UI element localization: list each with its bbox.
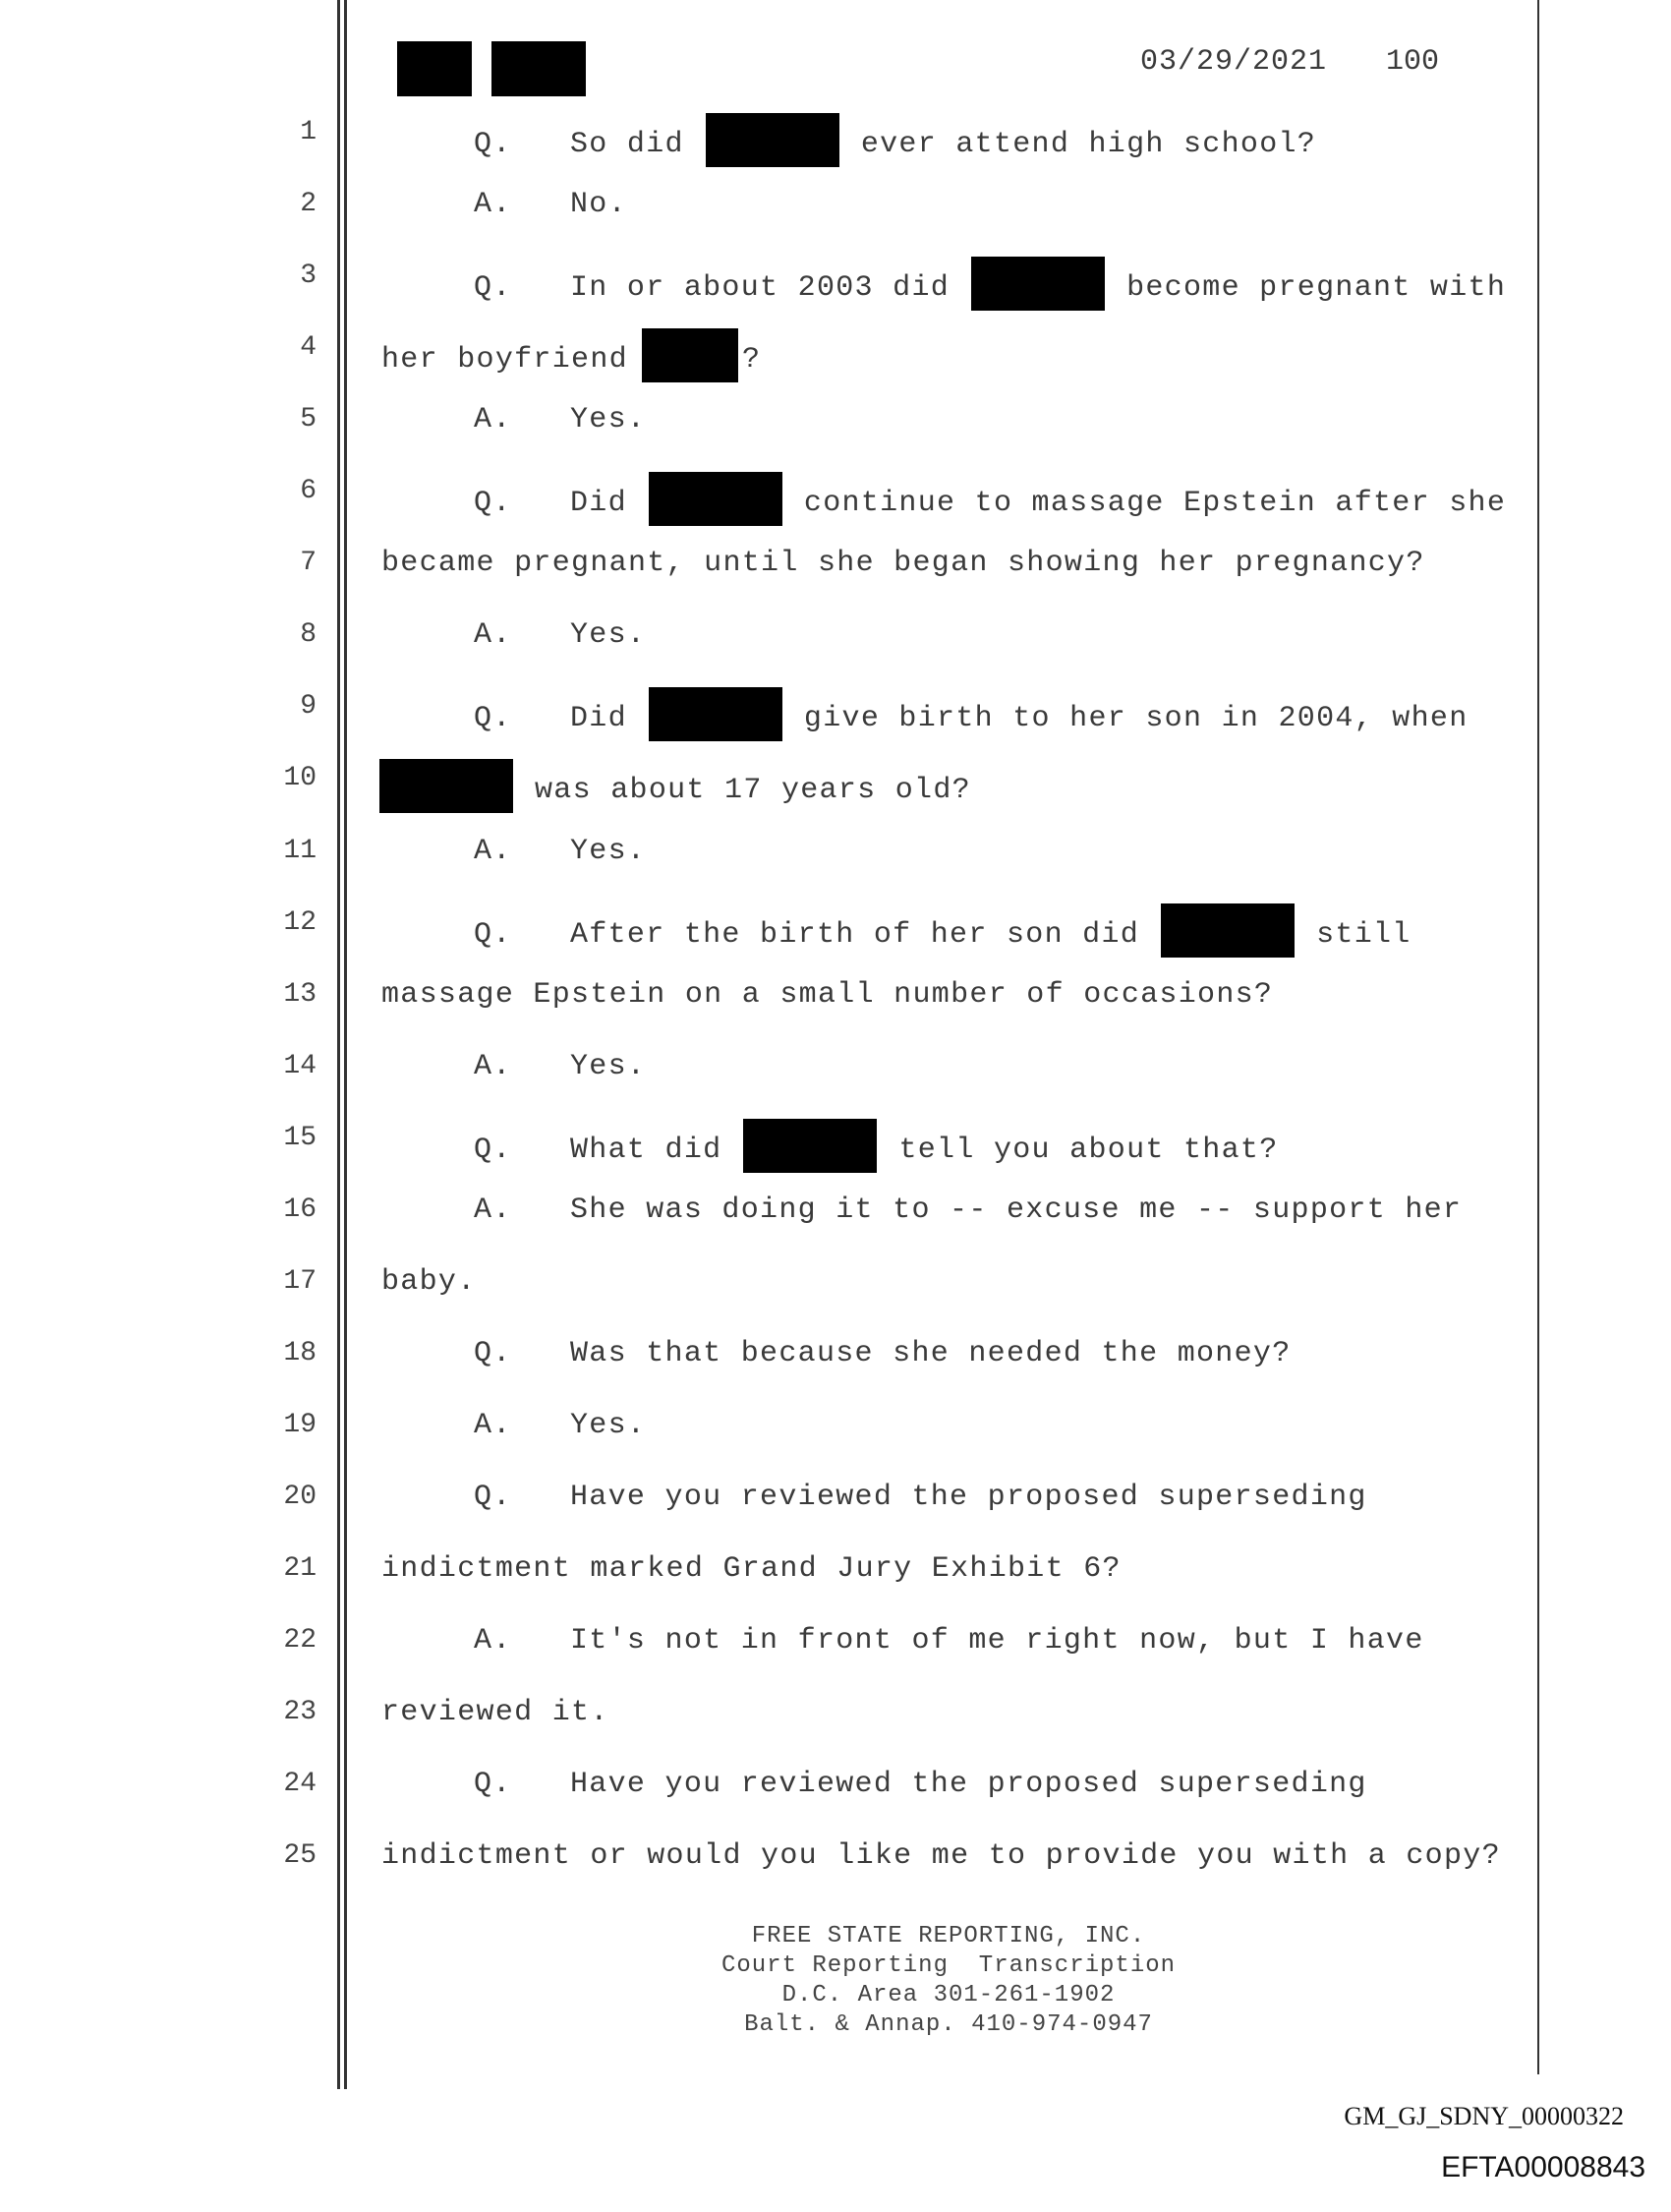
transcript-line [0, 1765, 1671, 1836]
line-number: 17 [283, 1265, 317, 1297]
line-content: massage Epstein on a small number of occasions? [381, 977, 1274, 1012]
transcript-line [0, 1693, 1671, 1765]
line-text [474, 687, 1469, 741]
answer-marker: A. [474, 1624, 512, 1659]
line-text [474, 1334, 1292, 1373]
line-number: 3 [300, 261, 317, 292]
line-text [379, 759, 971, 813]
text-after-redaction: give birth to her son in 2004, when [803, 702, 1469, 736]
text-before-redaction: So did [570, 128, 684, 161]
answer-marker: A. [474, 1193, 512, 1227]
question-marker: Q. [474, 1133, 512, 1167]
line-text [474, 1765, 1367, 1804]
transcript-line [0, 1621, 1671, 1693]
text-before-redaction: Did [570, 487, 627, 521]
line-number: 13 [283, 978, 317, 1010]
transcript-line [0, 1262, 1671, 1334]
text-after-redaction: was about 17 years old? [535, 774, 971, 808]
question-marker: Q. [474, 1336, 512, 1370]
line-text [381, 328, 761, 382]
question-marker: Q. [474, 702, 512, 736]
line-text [381, 1693, 609, 1732]
line-number: 16 [283, 1193, 317, 1225]
text-after-redaction: become pregnant with [1126, 271, 1507, 306]
line-text [381, 1836, 1501, 1876]
line-text [474, 1621, 1424, 1660]
question-marker: Q. [474, 128, 512, 161]
redaction-block [649, 687, 782, 741]
line-number: 15 [283, 1122, 317, 1153]
line-number: 7 [300, 548, 317, 579]
redaction-block [1161, 903, 1295, 958]
redaction-block [649, 472, 782, 526]
line-content: She was doing it to -- excuse me -- support her [570, 1193, 1463, 1227]
line-content: Yes. [570, 1049, 647, 1083]
line-text [474, 615, 646, 655]
line-content: No. [570, 188, 627, 222]
transcript-line [0, 1119, 1671, 1191]
question-marker: Q. [474, 1480, 512, 1514]
line-number: 19 [283, 1409, 317, 1440]
line-content: indictment or would you like me to provide you with a copy? [381, 1839, 1501, 1874]
line-number: 18 [283, 1337, 317, 1368]
line-number: 22 [283, 1625, 317, 1657]
transcript-line [0, 328, 1671, 400]
line-number: 21 [283, 1553, 317, 1584]
line-number: 1 [300, 117, 317, 147]
line-content: reviewed it. [381, 1696, 609, 1730]
transcript-line [0, 472, 1671, 544]
line-number: 23 [283, 1697, 317, 1728]
line-content: Yes. [570, 618, 647, 653]
line-content: Was that because she needed the money? [570, 1336, 1292, 1370]
transcript-line [0, 975, 1671, 1047]
reporter-services: Court Reporting Transcription [720, 1952, 1177, 1979]
line-text [474, 400, 646, 439]
transcript-line [0, 1549, 1671, 1621]
line-number: 24 [283, 1769, 317, 1800]
text-before-redaction: In or about 2003 did [570, 271, 951, 306]
transcript-line [0, 1478, 1671, 1549]
redaction-block [743, 1119, 877, 1173]
answer-marker: A. [474, 403, 512, 437]
redaction-block [642, 328, 738, 382]
line-number: 20 [283, 1481, 317, 1512]
answer-marker: A. [474, 618, 512, 653]
line-text [381, 1262, 477, 1302]
line-text [474, 1406, 646, 1445]
line-number: 25 [283, 1840, 317, 1872]
line-number: 11 [283, 835, 317, 866]
text-after-redaction: ever attend high school? [860, 128, 1317, 161]
line-content: became pregnant, until she began showing her pregnancy? [381, 547, 1425, 581]
transcript-line [0, 257, 1671, 328]
transcript-line [0, 615, 1671, 687]
line-text [474, 185, 627, 224]
line-number: 4 [300, 332, 317, 364]
text-before-redaction: What did [570, 1133, 722, 1167]
text-after-redaction: tell you about that? [898, 1133, 1279, 1167]
question-marker: Q. [474, 271, 512, 306]
line-content: Yes. [570, 403, 647, 437]
line-content: indictment marked Grand Jury Exhibit 6? [381, 1552, 1122, 1586]
answer-marker: A. [474, 188, 512, 222]
line-text [381, 975, 1273, 1015]
header-redaction-block [397, 41, 472, 96]
line-text [381, 544, 1425, 583]
text-before-redaction: After the birth of her son did [570, 917, 1140, 952]
line-number: 10 [283, 763, 317, 794]
line-content: Yes. [570, 1408, 647, 1442]
line-text [474, 903, 1412, 958]
question-marker: Q. [474, 1768, 512, 1802]
line-text [474, 472, 1506, 526]
line-number: 6 [300, 476, 317, 507]
line-text [474, 1047, 646, 1086]
efta-number: EFTA00008843 [1441, 2151, 1645, 2183]
header-redaction-block [491, 41, 586, 96]
transcript-line [0, 1406, 1671, 1478]
line-text [474, 1119, 1279, 1173]
transcript-line [0, 759, 1671, 831]
line-content: Yes. [570, 834, 647, 868]
line-text [474, 257, 1506, 311]
transcript-line [0, 903, 1671, 975]
transcript-line [0, 544, 1671, 615]
transcript-line [0, 1047, 1671, 1119]
page-number: 100 [1386, 45, 1440, 79]
text-after-redaction: still [1316, 917, 1412, 952]
line-content: Have you reviewed the proposed superseding [570, 1768, 1367, 1802]
line-number: 12 [283, 906, 317, 938]
line-content: baby. [381, 1264, 477, 1299]
question-marker: Q. [474, 487, 512, 521]
text-before-redaction: her boyfriend [381, 343, 628, 378]
line-number: 9 [300, 691, 317, 723]
line-number: 2 [300, 189, 317, 220]
transcript-line [0, 185, 1671, 257]
answer-marker: A. [474, 1049, 512, 1083]
bates-number: GM_GJ_SDNY_00000322 [1344, 2102, 1624, 2130]
reporter-phone-baltimore: Balt. & Annap. 410-974-0947 [744, 2011, 1153, 2038]
question-marker: Q. [474, 917, 512, 952]
reporter-phone-dc: D.C. Area 301-261-1902 [781, 1982, 1116, 2008]
transcript-line [0, 1334, 1671, 1406]
line-text [474, 1191, 1462, 1230]
line-number: 5 [300, 404, 317, 436]
transcript-line [0, 400, 1671, 472]
line-number: 8 [300, 619, 317, 651]
text-after-redaction: ? [741, 343, 762, 378]
line-number: 14 [283, 1050, 317, 1081]
line-content: Have you reviewed the proposed superseding [570, 1480, 1367, 1514]
redaction-block [971, 257, 1105, 311]
line-text [381, 1549, 1122, 1589]
line-text [474, 1478, 1367, 1517]
redaction-block [379, 759, 513, 813]
transcript-date: 03/29/2021 [1140, 45, 1328, 79]
transcript-line [0, 1191, 1671, 1262]
text-before-redaction: Did [570, 702, 627, 736]
transcript-line [0, 832, 1671, 903]
reporter-company: FREE STATE REPORTING, INC. [751, 1923, 1146, 1950]
line-text [474, 113, 1316, 167]
redaction-block [706, 113, 839, 167]
reporter-footer [0, 1922, 1671, 2040]
line-text [474, 832, 646, 871]
transcript-line [0, 113, 1671, 185]
transcript-line [0, 687, 1671, 759]
answer-marker: A. [474, 1408, 512, 1442]
transcript-line [0, 1836, 1671, 1908]
line-content: It's not in front of me right now, but I have [570, 1624, 1424, 1659]
text-after-redaction: continue to massage Epstein after she [803, 487, 1507, 521]
answer-marker: A. [474, 834, 512, 868]
